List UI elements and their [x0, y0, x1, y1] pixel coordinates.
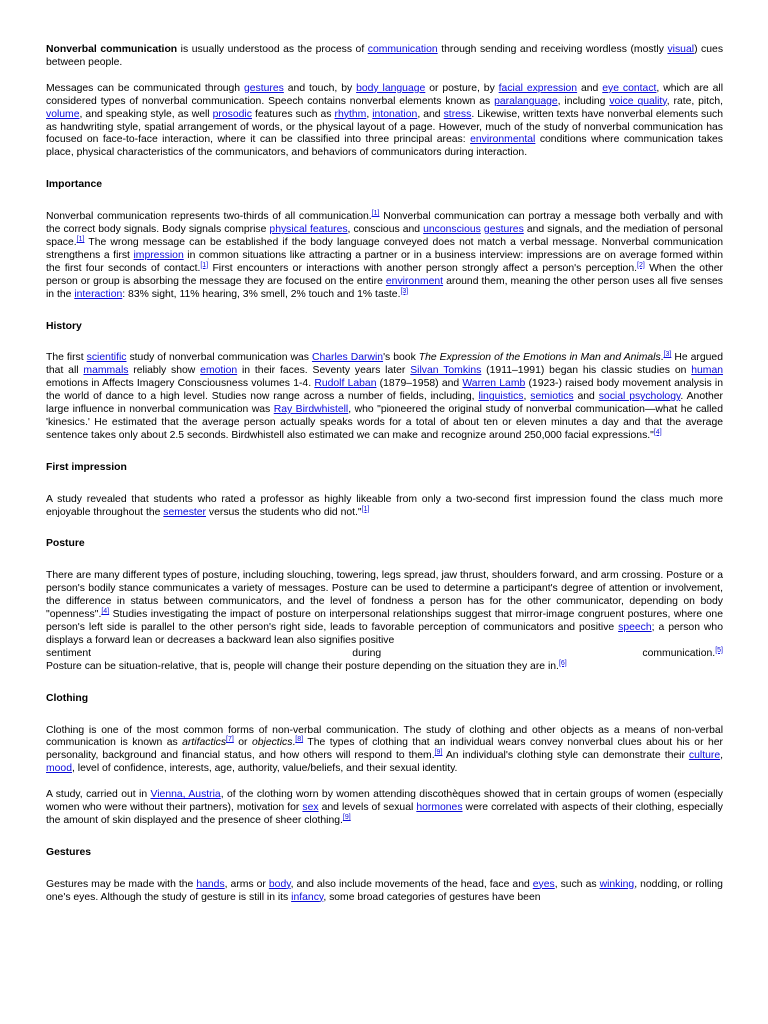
link-paralanguage[interactable]: paralanguage — [494, 95, 558, 107]
link-vienna-austria[interactable]: Vienna, Austria — [150, 789, 221, 801]
citation-link[interactable]: [4] — [101, 608, 110, 616]
heading-posture: Posture — [46, 538, 85, 550]
link-culture[interactable]: culture — [688, 750, 721, 762]
link-rhythm[interactable]: rhythm — [334, 108, 367, 120]
link-hands[interactable]: hands — [196, 878, 225, 890]
word: during — [352, 647, 382, 659]
word: communication.[5] — [642, 646, 723, 659]
lead-term: Nonverbal communication — [46, 44, 178, 55]
citation — [295, 736, 303, 743]
link-impression[interactable]: impression — [133, 249, 184, 261]
heading-importance: Importance — [46, 179, 103, 191]
citation — [343, 814, 351, 821]
citation-link[interactable]: [8] — [295, 736, 304, 744]
term-artifactics: artifactics — [182, 737, 227, 749]
link-body-language[interactable]: body language — [356, 82, 426, 94]
first-impression-paragraph: A study revealed that students who rated a professor as highly likeable from only a two-second first impression found the class much more enjoyable throughout the semester versus the students who did not."[1] — [46, 493, 723, 518]
citation-link[interactable]: [3] — [400, 287, 409, 295]
link-environmental[interactable]: environmental — [470, 134, 536, 146]
article-page — [46, 44, 723, 905]
citation — [715, 647, 723, 654]
link-linguistics[interactable]: linguistics — [478, 391, 524, 403]
citation — [654, 429, 662, 436]
citation-link[interactable]: [1] — [361, 505, 370, 513]
link-charles-darwin[interactable]: Charles Darwin — [311, 352, 384, 364]
book-title: The Expression of the Emotions in Man and Animals — [418, 352, 661, 364]
word: sentiment — [46, 647, 92, 659]
citation — [226, 736, 234, 743]
citation-link[interactable]: [1] — [76, 235, 85, 243]
link-semiotics[interactable]: semiotics — [530, 391, 574, 403]
link-communication[interactable]: communication — [367, 44, 438, 55]
citation — [637, 262, 645, 269]
citation — [200, 262, 208, 269]
clothing-study-paragraph: A study, carried out in Vienna, Austria, of the clothing worn by women attending discothèques showed that in certain groups of women (especially women who were without their partners), motivation for sex and levels of sexual hormones were correlated with aspects of their clothing, especially the amount of skin displayed and the presence of sheer clothing.[9] — [46, 789, 723, 826]
link-gestures[interactable]: gestures — [244, 82, 284, 94]
link-infancy[interactable]: infancy — [291, 891, 324, 903]
link-body[interactable]: body — [268, 878, 291, 890]
term-objectics: objectics — [251, 737, 293, 749]
link-sex[interactable]: sex — [302, 802, 319, 814]
heading-history: History — [46, 320, 82, 332]
link-gestures-2[interactable]: gestures — [483, 224, 524, 236]
link-intonation[interactable]: intonation — [372, 108, 418, 120]
citation-link[interactable]: [2] — [637, 261, 645, 269]
link-visual[interactable]: visual — [667, 44, 695, 55]
posture-justified-line — [46, 648, 723, 661]
heading-clothing: Clothing — [46, 692, 89, 704]
citation — [400, 288, 408, 295]
link-mood[interactable]: mood — [46, 763, 72, 775]
citation — [362, 506, 370, 513]
link-semester[interactable]: semester — [163, 506, 207, 518]
link-scientific[interactable]: scientific — [86, 352, 127, 364]
link-human[interactable]: human — [691, 365, 724, 377]
link-eye-contact[interactable]: eye contact — [602, 82, 657, 94]
link-silvan-tomkins[interactable]: Silvan Tomkins — [410, 365, 482, 377]
link-unconscious[interactable]: unconscious — [423, 224, 481, 236]
gestures-paragraph: Gestures may be made with the hands, arms or body, and also include movements of the head, face and eyes, such as winking, nodding, or rolling one's eyes. Although the study of gesture is still in its infancy, some broad categories of gestures have been — [46, 878, 723, 903]
link-emotion[interactable]: emotion — [200, 365, 238, 377]
link-volume[interactable]: volume — [46, 108, 80, 120]
link-voice-quality[interactable]: voice quality — [609, 95, 667, 107]
link-ray-birdwhistell[interactable]: Ray Birdwhistell — [273, 404, 349, 416]
importance-paragraph: Nonverbal communication represents two-thirds of all communication.[1] Nonverbal communication can portray a message both verbally and with the correct body signals. Body signals comprise physical features, conscious and unconscious gestures and signals, and the mediation of personal space.[1] The wrong message can be established if the body language conveyed does not match a verbal message. Nonverbal communication strengthens a first impression in common situations like attracting a partner or in a business interview: impressions are on average formed within the first four seconds of contact.[1] First encounters or interactions with another person strongly affect a person's perception.[2] When the other person or group is absorbing the message they are focused on the entire environment around them, meaning the other person uses all five senses in the interaction: 83% sight, 11% hearing, 3% smell, 2% touch and 1% taste.[3] — [46, 210, 724, 300]
citation-link[interactable]: [1] — [200, 261, 209, 269]
link-warren-lamb[interactable]: Warren Lamb — [462, 378, 526, 390]
citation-link[interactable]: [1] — [371, 210, 380, 218]
heading-first-impression: First impression — [46, 461, 127, 473]
citation-link[interactable]: [6] — [558, 659, 567, 667]
citation-link[interactable]: [3] — [663, 351, 672, 359]
link-environment[interactable]: environment — [385, 275, 444, 287]
link-speech[interactable]: speech — [618, 622, 652, 633]
posture-paragraph: There are many different types of posture, including slouching, towering, legs spread, jaw thrust, shoulders forward, and arm crossing. Posture or a person's bodily stance communicates a variety of messages. Posture can be used to determine a participant's degree of attention or involvement, the difference in status between communicators, and the level of fondness a person has for the other communicator, depending on body "openness".[4] Studies investigating the impact of posture on interpersonal relationships suggest that mirror-image congruent postures, where one person's left side is parallel to the other person's right side, leads to favorable perception of communicators and positive speech; a person who displays a forward lean or decreases a backward lean also signifies positive — [46, 570, 723, 646]
citation — [101, 608, 109, 615]
citation-link[interactable]: [4] — [653, 428, 662, 436]
link-rudolf-laban[interactable]: Rudolf Laban — [314, 378, 377, 390]
heading-gestures: Gestures — [46, 846, 92, 858]
intro-paragraph: Nonverbal communication is usually understood as the process of communication through sending and receiving wordless (mostly visual) cues between people. — [46, 44, 724, 68]
clothing-paragraph: Clothing is one of the most common forms of non-verbal communication. The study of clothing and other objects as a means of non-verbal communication is known as artifactics[7] or objectics.[8] The types of clothing that an individual wears convey nonverbal clues about his or her personality, background and financial status, and how others will respond to them.[9] An individual's clothing style can demonstrate their culture, mood, level of confidence, interests, age, authority, value/beliefs, and their sexual identity. — [46, 724, 723, 775]
link-mammals[interactable]: mammals — [83, 365, 129, 377]
link-stress[interactable]: stress — [443, 108, 472, 120]
link-facial-expression[interactable]: facial expression — [498, 82, 578, 94]
overview-paragraph: Messages can be communicated through gestures and touch, by body language or posture, by facial expression and eye contact, which are all considered types of nonverbal communication. Speech contains nonverbal elements known as paralanguage, including voice quality, rate, pitch, volume, and speaking style, as well prosodic features such as rhythm, intonation, and stress. Likewise, written texts have nonverbal elements such as handwriting style, spatial arrangement of words, or the physical layout of a page. However, much of the study of nonverbal communication has focused on face-to-face interaction, where it can be classified into three principal areas: environmental conditions where communication takes place, physical characteristics of the communicators, and behaviors of communicators during interaction. — [46, 82, 724, 159]
link-eyes[interactable]: eyes — [532, 878, 555, 890]
citation-link[interactable]: [9] — [434, 749, 443, 757]
link-social-psychology[interactable]: social psychology — [598, 391, 681, 403]
link-prosodic[interactable]: prosodic — [212, 108, 252, 120]
link-winking[interactable]: winking — [599, 878, 635, 890]
citation-link[interactable]: [7] — [226, 736, 234, 744]
citation-link[interactable]: [9] — [342, 813, 351, 821]
citation-link[interactable]: [5] — [715, 646, 723, 654]
link-hormones[interactable]: hormones — [416, 802, 463, 814]
link-interaction[interactable]: interaction — [74, 288, 123, 300]
link-physical-features[interactable]: physical features — [269, 224, 348, 236]
citation — [559, 660, 567, 667]
posture-paragraph-end: Posture can be situation-relative, that is, people will change their posture depending on the situation they are in.[6] — [46, 659, 567, 672]
history-paragraph: The first scientific study of nonverbal communication was Charles Darwin's book The Expression of the Emotions in Man and Animals.[3] He argued that all mammals reliably show emotion in their faces. Seventy years later Silvan Tomkins (1911–1991) began his classic studies on human emotions in Affects Imagery Consciousness volumes 1-4. Rudolf Laban (1879–1958) and Warren Lamb (1923-) raised body movement analysis in the world of dance to a high level. Studies now range across a number of fields, including, linguistics, semiotics and social psychology. Another large influence in nonverbal communication was Ray Birdwhistell, who "pioneered the original study of nonverbal communication—what he called 'kinesics.' He estimated that the average person actually speaks words for a total of about ten or eleven minutes a day and that the average sentence takes only about 2.5 seconds. Birdwhistell also estimated we can make and recognize around 250,000 facial expressions."[4] — [46, 351, 724, 441]
